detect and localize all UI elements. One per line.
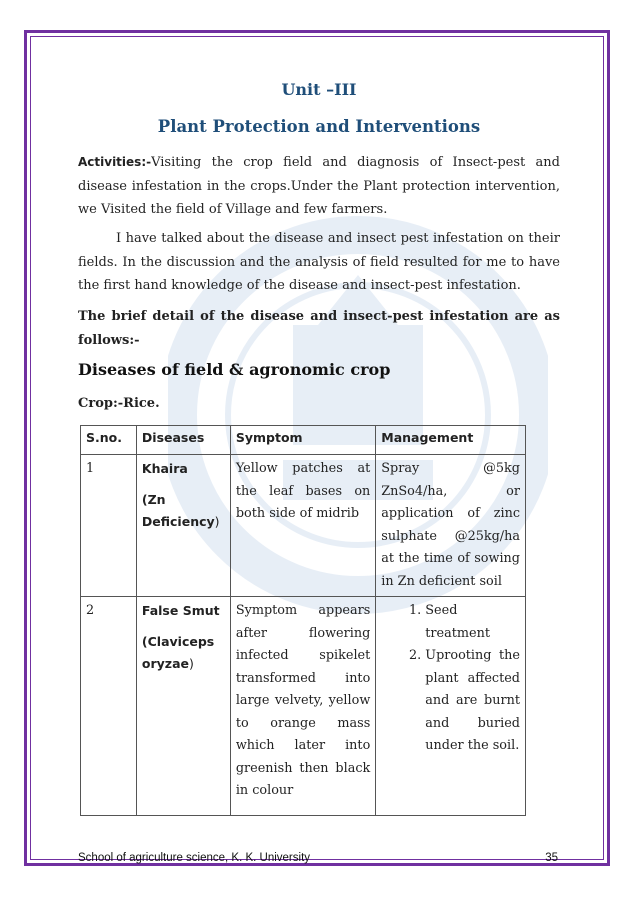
header-symptom: Symptom (230, 426, 375, 455)
cell-disease (136, 597, 230, 816)
cell-sno: 1 (81, 455, 137, 597)
cell-sno: 2 (81, 597, 137, 816)
cause-open: (Claviceps (141, 633, 215, 649)
cell-disease (136, 455, 230, 597)
cause-body: oryzae (141, 656, 189, 671)
disease-name: False Smut (141, 603, 220, 618)
management-list (381, 600, 520, 758)
list-item: 2. Uprooting the plant affected and are burnt and buried under the soil. (425, 645, 520, 758)
list-item: 1. Seed treatment (425, 600, 520, 645)
disease-name: Khaira (141, 461, 188, 476)
cause-open: (Zn (141, 491, 166, 507)
disease-cause (142, 489, 225, 534)
chapter-title: Plant Protection and Interventions (157, 117, 481, 136)
table-row (81, 597, 526, 816)
header-sno: S.no. (81, 426, 137, 455)
unit-title: Unit –III (281, 80, 357, 99)
cause-close: ) (189, 656, 194, 671)
table-header-row (81, 426, 526, 455)
footer-text: School of agriculture science, K. K. University (78, 852, 311, 864)
section-heading: Diseases of field & agronomic crop (78, 360, 391, 379)
discussion-paragraph: I have talked about the disease and insect pest infestation on their fields. In the discussion and the analysis of field resulted for me to have the first hand knowledge of the disease and insect-pest infestation. (78, 231, 560, 293)
page-number: 35 (545, 852, 558, 864)
brief-detail-paragraph: The brief detail of the disease and insect-pest infestation are as follows:- (78, 309, 560, 348)
cell-symptom: Symptom appears after flowering infected spikelet transformed into large velvety, yellow to orange mass which later into greenish then black in colour (230, 597, 375, 816)
cell-management: Spray @5kg ZnSo4/ha, or application of zinc sulphate @25kg/ha at the time of sowing in Zn deficient soil (376, 455, 526, 597)
activities-label: Activities:- (78, 155, 152, 169)
table-row (81, 455, 526, 597)
disease-table (80, 425, 526, 816)
disease-cause (142, 631, 225, 676)
crop-label: Crop:-Rice. (78, 396, 160, 411)
page-footer (78, 852, 560, 864)
activities-paragraph (78, 151, 560, 222)
header-management: Management (376, 426, 526, 455)
activities-text: Visiting the crop field and diagnosis of Insect-pest and disease infestation in the crops.Under the Plant protection intervention, we Visited the field of Village and few farmers. (78, 155, 560, 217)
cause-close: ) (214, 514, 220, 529)
header-diseases: Diseases (136, 426, 230, 455)
cell-management (376, 597, 526, 816)
cell-symptom: Yellow patches at the leaf bases on both side of midrib (230, 455, 375, 597)
cause-body: Deficiency (141, 514, 215, 529)
